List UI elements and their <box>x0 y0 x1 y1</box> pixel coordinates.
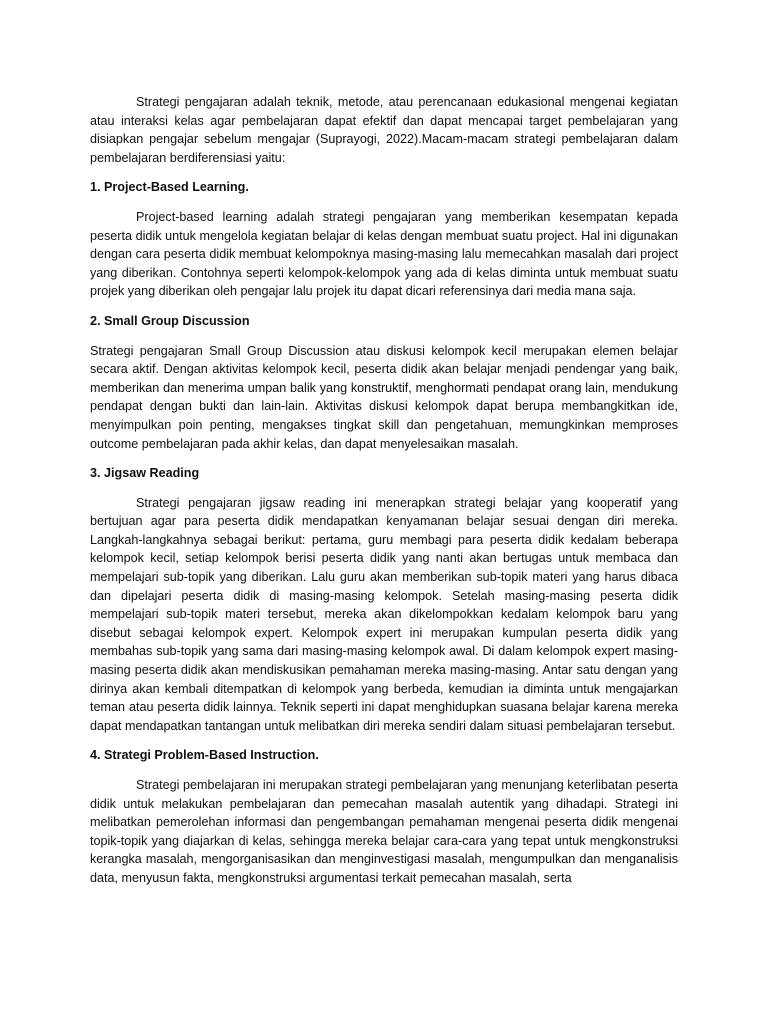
section-heading-small-group-discussion: 2. Small Group Discussion <box>90 313 250 328</box>
section-heading-project-based-learning: 1. Project-Based Learning. <box>90 180 249 195</box>
section-heading-jigsaw-reading: 3. Jigsaw Reading <box>90 466 200 481</box>
section-body-small-group-discussion: Strategi pengajaran Small Group Discussion atau diskusi kelompok kecil merupakan elemen belajar secara aktif. Dengan aktivitas kelompok kecil, peserta didik akan belajar menjadi pendengar yang baik, memberikan dan menerima umpan balik yang konstruktif, menghormati pendapat orang lain, mendukung pendapat dengan bukti dan lain-lain. Aktivitas diskusi kelompok dapat berupa membangkitkan ide, menyimpulkan poin penting, mengakses tingkat skill dan pengetahuan, memungkinkan memproses outcome pembelajaran pada akhir kelas, dan dapat menyelesaikan masalah. <box>90 343 678 451</box>
section-body-jigsaw-reading: Strategi pengajaran jigsaw reading ini menerapkan strategi belajar yang kooperatif yang bertujuan agar para peserta didik mendapatkan kenyamanan belajar sesuai dengan diri mereka. Langkah-langkahnya sebagai berikut: pertama, guru membagi para peserta didik kedalam beberapa kelompok kecil, setiap kelompok berisi peserta didik yang nanti akan bertugas untuk membaca dan mempelajari sub-topik yang diberikan. Lalu guru akan memberikan sub-topik materi yang harus dibaca dan dipelajari peserta didik di masing-masing kelompok. Setelah masing-masing peserta didik mempelajari sub-topik materi tersebut, mereka akan dikelompokkan kedalam kelompok baru yang disebut sebagai kelompok expert. Kelompok expert ini merupakan kumpulan peserta didik yang membahas sub-topik yang sama dari masing-masing kelompok awal. Di dalam kelompok expert masing-masing peserta didik akan mendiskusikan pemahaman mereka masing-masing. Antar satu dengan yang dirinya akan kembali ditempatkan di kelompok yang berbeda, kemudian ia diminta untuk mengajarkan teman atau peserta didik lainnya. Teknik seperti ini dapat menghidupkan suasana belajar karena mereka dapat mendapatkan tantangan untuk melibatkan diri mereka sendiri dalam situasi pembelajaran tersebut. <box>90 495 678 733</box>
section-body-problem-based-instruction: Strategi pembelajaran ini merupakan strategi pembelajaran yang menunjang keterlibatan peserta didik untuk melakukan pembelajaran dan pemecahan masalah autentik yang dihadapi. Strategi ini melibatkan pemerolehan informasi dan pengembangan pemahaman mengenai peserta didik mengenai topik-topik yang diajarkan di kelas, sehingga mereka belajar cara-cara yang tepat untuk mengkonstruksi kerangka masalah, mengorganisasikan dan menginvestigasi masalah, mengumpulkan dan menganalisis data, menyusun fakta, mengkonstruksi argumentasi terkait pemecahan masalah, serta <box>90 778 678 885</box>
intro-paragraph: Strategi pengajaran adalah teknik, metode, atau perencanaan edukasional mengenai kegiatan atau interaksi kelas agar pembelajaran dapat efektif dan dapat mencapai target pembelajaran yang disiapkan pengajar sebelum mengajar (Suprayogi, 2022).Macam-macam strategi pembelajaran dalam pembelajaran berdiferensiasi yaitu: <box>90 95 678 165</box>
section-body-project-based-learning: Project-based learning adalah strategi pengajaran yang memberikan kesempatan kepada peserta didik untuk mengelola kegiatan belajar di kelas dengan membuat suatu project. Hal ini digunakan dengan cara peserta didik membuat kelompoknya masing-masing lalu memecahkan masalah dari project yang diberikan. Contohnya seperti kelompok-kelompok yang ada di kelas diminta untuk membuat suatu projek yang diberikan oleh pengajar lalu projek itu dapat dicari referensinya dari media mana saja. <box>90 209 678 299</box>
document-page <box>90 93 678 888</box>
section-heading-problem-based-instruction: 4. Strategi Problem-Based Instruction. <box>90 748 319 763</box>
